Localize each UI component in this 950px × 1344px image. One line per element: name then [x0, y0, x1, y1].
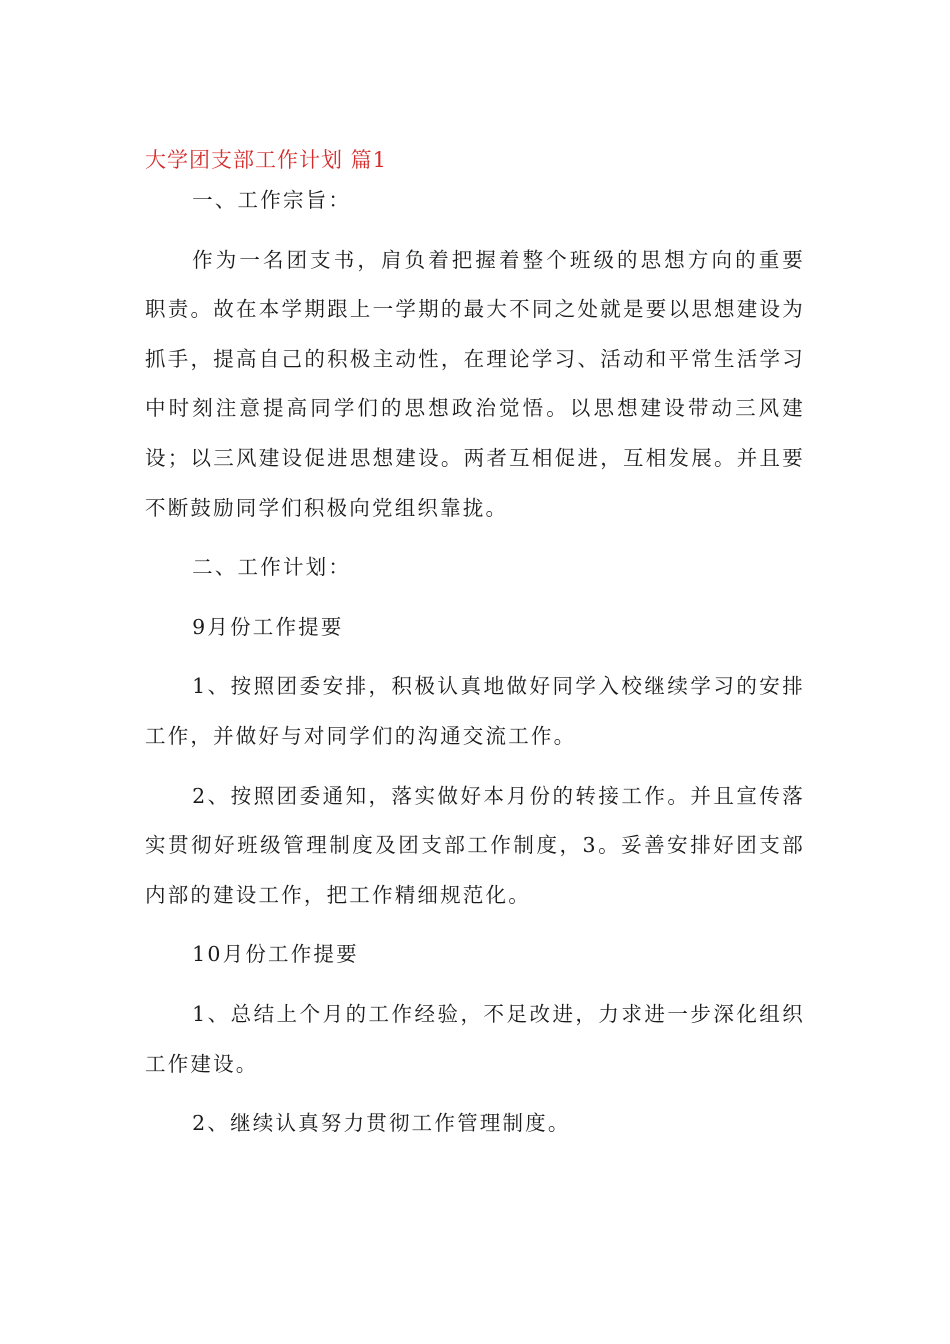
subheading-september: 9月份工作提要: [192, 614, 344, 639]
list-item-october-2: 2、继续认真努力贯彻工作管理制度。: [192, 1111, 571, 1136]
section-heading-plan: 二、工作计划：: [192, 555, 352, 580]
list-item-september-2: 2、按照团委通知，落实做好本月份的转接工作。并且宣传落实贯彻好班级管理制度及团支部工作制度，3。妥善安排好团支部内部的建设工作，把工作精细规范化。: [145, 783, 805, 907]
document-title: 大学团支部工作计划 篇1: [145, 148, 388, 172]
list-item-october-1: 1、总结上个月的工作经验，不足改进，力求进一步深化组织工作建设。: [145, 1001, 805, 1076]
paragraph-purpose: 作为一名团支书，肩负着把握着整个班级的思想方向的重要职责。故在本学期跟上一学期的最大不同之处就是要以思想建设为抓手，提高自己的积极主动性，在理论学习、活动和平常生活学习中时刻注意提高同学们的思想政治觉悟。以思想建设带动三风建设；以三风建设促进思想建设。两者互相促进，互相发展。并且要不断鼓励同学们积极向党组织靠拢。: [145, 247, 805, 520]
list-item-september-1: 1、按照团委安排，积极认真地做好同学入校继续学习的安排工作，并做好与对同学们的沟通交流工作。: [145, 674, 805, 748]
section-heading-purpose: 一、工作宗旨：: [192, 188, 352, 212]
document-body: [145, 176, 805, 1149]
subheading-october: 10月份工作提要: [192, 942, 359, 967]
